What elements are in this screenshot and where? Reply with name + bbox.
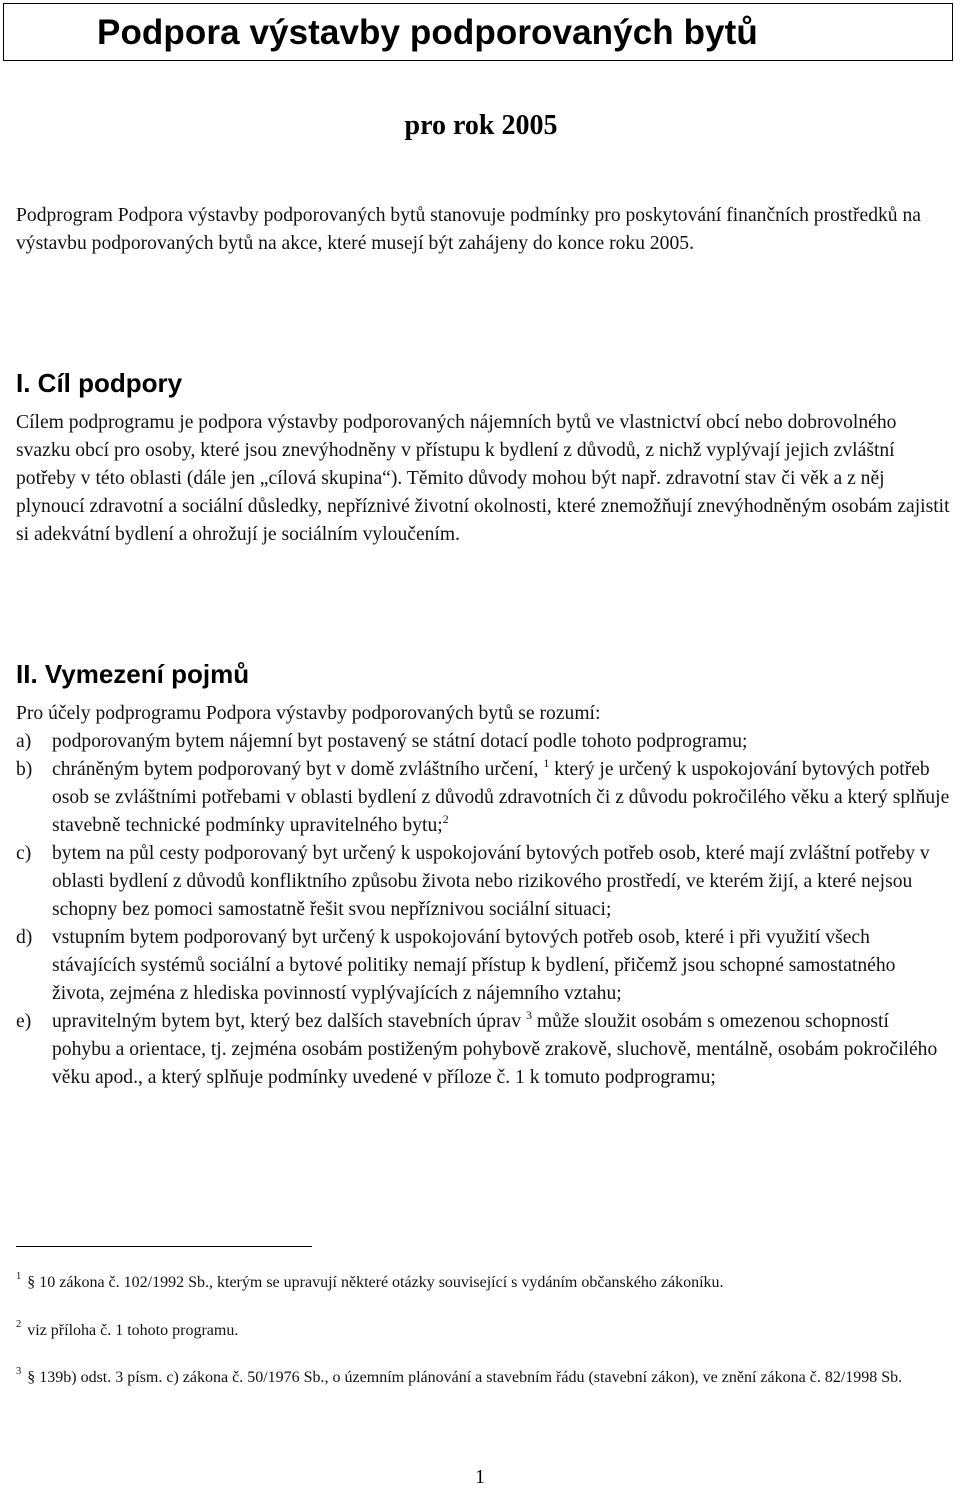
intro-paragraph: Podprogram Podpora výstavby podporovaných bytů stanovuje podmínky pro poskytování finančních prostředků na výstavbu podporovaných bytů na akce, které musejí být zahájeny do konce roku 2005. <box>16 205 921 254</box>
definitions-list <box>16 728 951 1092</box>
list-item-text: podporovaným bytem nájemní byt postavený se státní dotací podle tohoto podprogramu; <box>52 731 748 752</box>
footnote-3 <box>16 1366 946 1390</box>
list-item <box>16 728 951 756</box>
list-item <box>16 924 951 1008</box>
list-item-text-part: upravitelným bytem byt, který bez dalších stavebních úprav <box>52 1011 522 1032</box>
title-box <box>3 3 953 61</box>
list-item-text <box>52 1008 951 1092</box>
list-item <box>16 840 951 924</box>
list-item <box>16 756 951 840</box>
list-item <box>16 1008 951 1092</box>
list-item-text: vstupním bytem podporovaný byt určený k uspokojování bytových potřeb osob, které i při využití všech stávajících systémů sociální a bytové politiky nemají přístup k bydlení, přičemž jsou schopné samostatného života, zejména z hlediska povinností vyplývajících z nájemního vztahu; <box>52 927 896 1004</box>
section-goal-body: Cílem podprogramu je podpora výstavby podporovaných nájemních bytů ve vlastnictví obcí nebo dobrovolného svazku obcí pro osoby, které jsou znevýhodněny v přístupu k bydlení z důvodů, z nichž vyplývají jejich zvláštní potřeby v této oblasti (dále jen „cílová skupina“). Těmito důvody mohou být např. zdravotní stav či věk a z něj plynoucí zdravotní a sociální důsledky, nepříznivé životní okolnosti, které znemožňují znevýhodněným osobám zajistit si adekvátní bydlení a ohrožují je sociálním vyloučením. <box>16 412 950 545</box>
list-marker: e) <box>16 1011 32 1032</box>
footnote-text: viz příloha č. 1 tohoto programu. <box>27 1322 239 1339</box>
section-heading-goal: I. Cíl podpory <box>16 368 183 398</box>
footnote-number: 1 <box>16 1271 22 1282</box>
list-marker: b) <box>16 759 33 780</box>
list-item-text <box>52 756 951 840</box>
list-item-text: bytem na půl cesty podporovaný byt určený k uspokojování bytových potřeb osob, které mají zvláštní potřeby v oblasti bydlení z důvodů konfliktního způsobu života nebo rizikového prostředí, ve kterém žijí, a které nejsou schopny bez pomoci samostatně řešit svou nepříznivou sociální situaci; <box>52 843 930 920</box>
list-item-text-part: chráněným bytem podporovaný byt v domě zvláštního určení, <box>52 759 539 780</box>
footnote-1 <box>16 1271 946 1295</box>
list-item-text-part: který je určený k uspokojování bytových potřeb osob se zvláštními potřebami v oblasti bydlení z důvodů zdravotních či z důvodu pokročilého věku a který splňuje stavebně technické podmínky upravitelného bytu; <box>52 759 950 836</box>
section-definitions-intro: Pro účely podprogramu Podpora výstavby podporovaných bytů se rozumí: <box>16 703 601 724</box>
document-subtitle: pro rok 2005 <box>404 110 558 141</box>
footnote-number: 3 <box>16 1366 22 1377</box>
footnote-reference[interactable]: 3 <box>525 1008 532 1022</box>
list-marker: a) <box>16 731 32 752</box>
footnote-text: § 10 zákona č. 102/1992 Sb., kterým se upravují některé otázky související s vydáním občanského zákoníku. <box>27 1274 724 1291</box>
section-heading-definitions: II. Vymezení pojmů <box>16 659 250 689</box>
footnote-2 <box>16 1319 946 1343</box>
list-item-text-part: může sloužit osobám s omezenou schopností pohybu a orientace, tj. zejména osobám postiženým pohybově zrakově, sluchově, mentálně, osobám pokročilého věku apod., a který splňuje podmínky uvedené v příloze č. 1 k tomuto podprogramu; <box>52 1011 938 1088</box>
page-number: 1 <box>475 1466 485 1488</box>
list-marker: d) <box>16 927 33 948</box>
footnote-separator <box>16 1246 312 1247</box>
footnote-text: § 139b) odst. 3 písm. c) zákona č. 50/1976 Sb., o územním plánování a stavebním řádu (stavební zákon), ve znění zákona č. 82/1998 Sb. <box>27 1369 903 1386</box>
document-title: Podpora výstavby podporovaných bytů <box>97 13 758 52</box>
list-marker: c) <box>16 843 32 864</box>
footnote-reference[interactable]: 1 <box>543 756 550 770</box>
footnote-number: 2 <box>16 1319 22 1330</box>
footnote-reference[interactable]: 2 <box>442 812 449 826</box>
